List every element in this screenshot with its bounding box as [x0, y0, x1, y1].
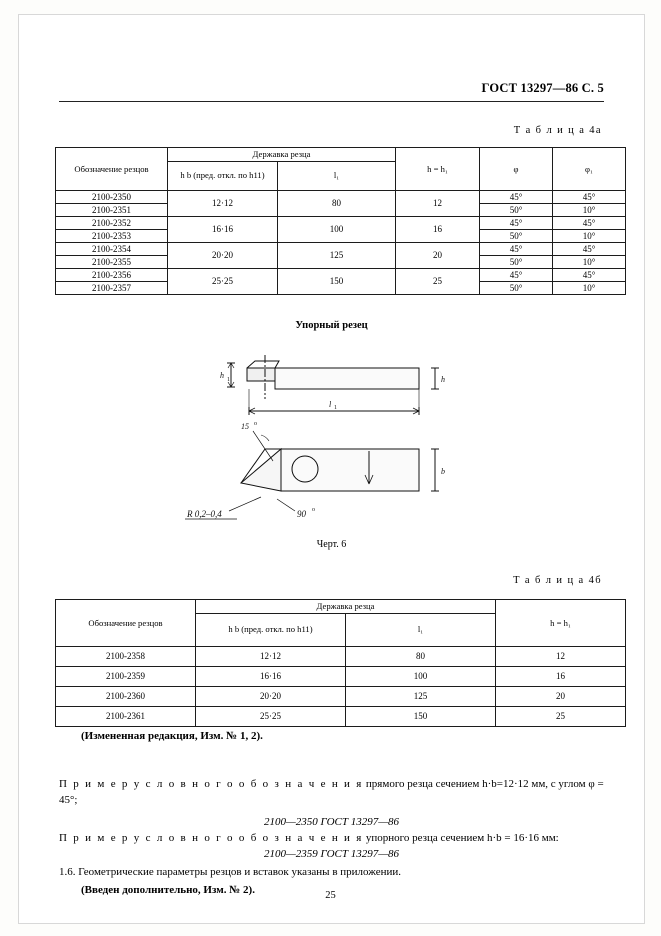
th-l1: l₁	[278, 161, 396, 190]
svg-text:15: 15	[241, 422, 249, 431]
cell-hb: 16·16	[168, 216, 278, 242]
th-hb: h b (пред. откл. по h11)	[196, 613, 346, 646]
th-designation: Обозначение резцов	[56, 148, 168, 191]
example-2-prefix: П р и м е р у с л о в н о г о о б о з н а ч е н и я	[59, 832, 364, 844]
cell-h: 16	[496, 666, 626, 686]
cell-l1: 80	[278, 190, 396, 216]
cell-h: 25	[496, 706, 626, 726]
table-4b-caption: Т а б л и ц а 4б	[513, 575, 602, 586]
cell-hb: 25·25	[196, 706, 346, 726]
cell-phi: 50°	[480, 229, 553, 242]
table-header-row	[56, 600, 626, 614]
th-phi1: φ₁	[553, 148, 626, 191]
th-designation: Обозначение резцов	[56, 600, 196, 647]
cell-phi: 45°	[480, 190, 553, 203]
figure-caption: Черт. 6	[316, 539, 347, 550]
cell-phi1: 10°	[553, 203, 626, 216]
revision-note: (Измененная редакция, Изм. № 1, 2).	[81, 730, 263, 742]
th-holder-group: Державка резца	[196, 600, 496, 614]
example-2	[59, 831, 604, 847]
example-1	[59, 777, 604, 809]
table-row	[56, 190, 626, 203]
cell-designation: 2100-2350	[56, 190, 168, 203]
table-4b	[55, 599, 626, 727]
cell-phi: 45°	[480, 216, 553, 229]
cell-phi1: 10°	[553, 255, 626, 268]
cell-l1: 100	[346, 666, 496, 686]
cell-h: 12	[496, 646, 626, 666]
cutting-tool-svg	[169, 351, 499, 541]
svg-text:h: h	[441, 375, 445, 384]
cell-phi: 45°	[480, 268, 553, 281]
cell-phi1: 10°	[553, 229, 626, 242]
example-2-text: упорного резца сечением h·b = 16·16 мм:	[365, 832, 559, 844]
cell-designation: 2100-2353	[56, 229, 168, 242]
cell-hb: 25·25	[168, 268, 278, 294]
table-row	[56, 666, 626, 686]
svg-text:h: h	[220, 371, 224, 380]
table-header-row	[56, 148, 626, 162]
cell-hb: 16·16	[196, 666, 346, 686]
example-1-code: 2100—2350 ГОСТ 13297—86	[263, 816, 400, 828]
th-hb: h b (пред. откл. по h11)	[168, 161, 278, 190]
document-header: ГОСТ 13297—86 С. 5	[481, 81, 604, 95]
svg-text:1: 1	[334, 405, 337, 411]
table-4a-container	[55, 147, 625, 295]
example-1-prefix: П р и м е р у с л о в н о г о о б о з н а ч е н и я	[59, 778, 364, 790]
cell-designation: 2100-2355	[56, 255, 168, 268]
cell-l1: 150	[346, 706, 496, 726]
svg-text:90: 90	[297, 509, 306, 519]
th-h-h1: h = h₁	[496, 600, 626, 647]
cell-designation: 2100-2361	[56, 706, 196, 726]
clause-1-6: 1.6. Геометрические параметры резцов и вставок указаны в приложении.	[59, 866, 401, 878]
cell-phi: 50°	[480, 255, 553, 268]
cell-phi1: 45°	[553, 268, 626, 281]
table-row	[56, 242, 626, 255]
svg-text:о: о	[254, 421, 257, 427]
cell-l1: 150	[278, 268, 396, 294]
th-holder-group: Державка резца	[168, 148, 396, 162]
svg-text:1: 1	[227, 377, 230, 383]
table-4b-container	[55, 599, 625, 727]
table-row	[56, 646, 626, 666]
cell-l1: 125	[278, 242, 396, 268]
th-h-h1: h = h₁	[396, 148, 480, 191]
example-2-code: 2100—2359 ГОСТ 13297—86	[263, 848, 400, 860]
page-number: 25	[325, 890, 336, 901]
page-sheet	[18, 14, 645, 924]
cell-phi1: 45°	[553, 190, 626, 203]
cell-designation: 2100-2358	[56, 646, 196, 666]
cell-phi: 50°	[480, 281, 553, 294]
table-4a-caption: Т а б л и ц а 4а	[513, 125, 602, 136]
cell-phi1: 45°	[553, 216, 626, 229]
cell-h: 12	[396, 190, 480, 216]
cell-designation: 2100-2354	[56, 242, 168, 255]
table-row	[56, 216, 626, 229]
cell-designation: 2100-2352	[56, 216, 168, 229]
svg-text:о: о	[312, 507, 315, 513]
table-row	[56, 686, 626, 706]
th-phi: φ	[480, 148, 553, 191]
table-row	[56, 268, 626, 281]
cell-l1: 100	[278, 216, 396, 242]
header-divider	[59, 101, 604, 102]
table-row	[56, 706, 626, 726]
cell-h: 16	[396, 216, 480, 242]
cell-phi1: 10°	[553, 281, 626, 294]
th-l1: l₁	[346, 613, 496, 646]
example-1-text: прямого резца сечением h·b=12·12 мм, с углом φ = 45°;	[59, 778, 604, 806]
cell-designation: 2100-2359	[56, 666, 196, 686]
cell-phi: 45°	[480, 242, 553, 255]
cell-designation: 2100-2357	[56, 281, 168, 294]
cell-hb: 12·12	[196, 646, 346, 666]
cell-h: 20	[396, 242, 480, 268]
svg-text:b: b	[441, 467, 445, 476]
cell-designation: 2100-2360	[56, 686, 196, 706]
cell-hb: 20·20	[168, 242, 278, 268]
added-note: (Введен дополнительно, Изм. № 2).	[81, 884, 255, 896]
technical-drawing	[169, 351, 499, 541]
cell-h: 20	[496, 686, 626, 706]
cell-h: 25	[396, 268, 480, 294]
cell-l1: 80	[346, 646, 496, 666]
cell-l1: 125	[346, 686, 496, 706]
svg-text:R 0,2–0,4: R 0,2–0,4	[187, 509, 222, 519]
cell-hb: 20·20	[196, 686, 346, 706]
svg-text:l: l	[329, 400, 332, 409]
table-4a	[55, 147, 626, 295]
cell-phi1: 45°	[553, 242, 626, 255]
cell-hb: 12·12	[168, 190, 278, 216]
cell-designation: 2100-2351	[56, 203, 168, 216]
cell-phi: 50°	[480, 203, 553, 216]
cell-designation: 2100-2356	[56, 268, 168, 281]
figure-title: Упорный резец	[295, 320, 368, 331]
